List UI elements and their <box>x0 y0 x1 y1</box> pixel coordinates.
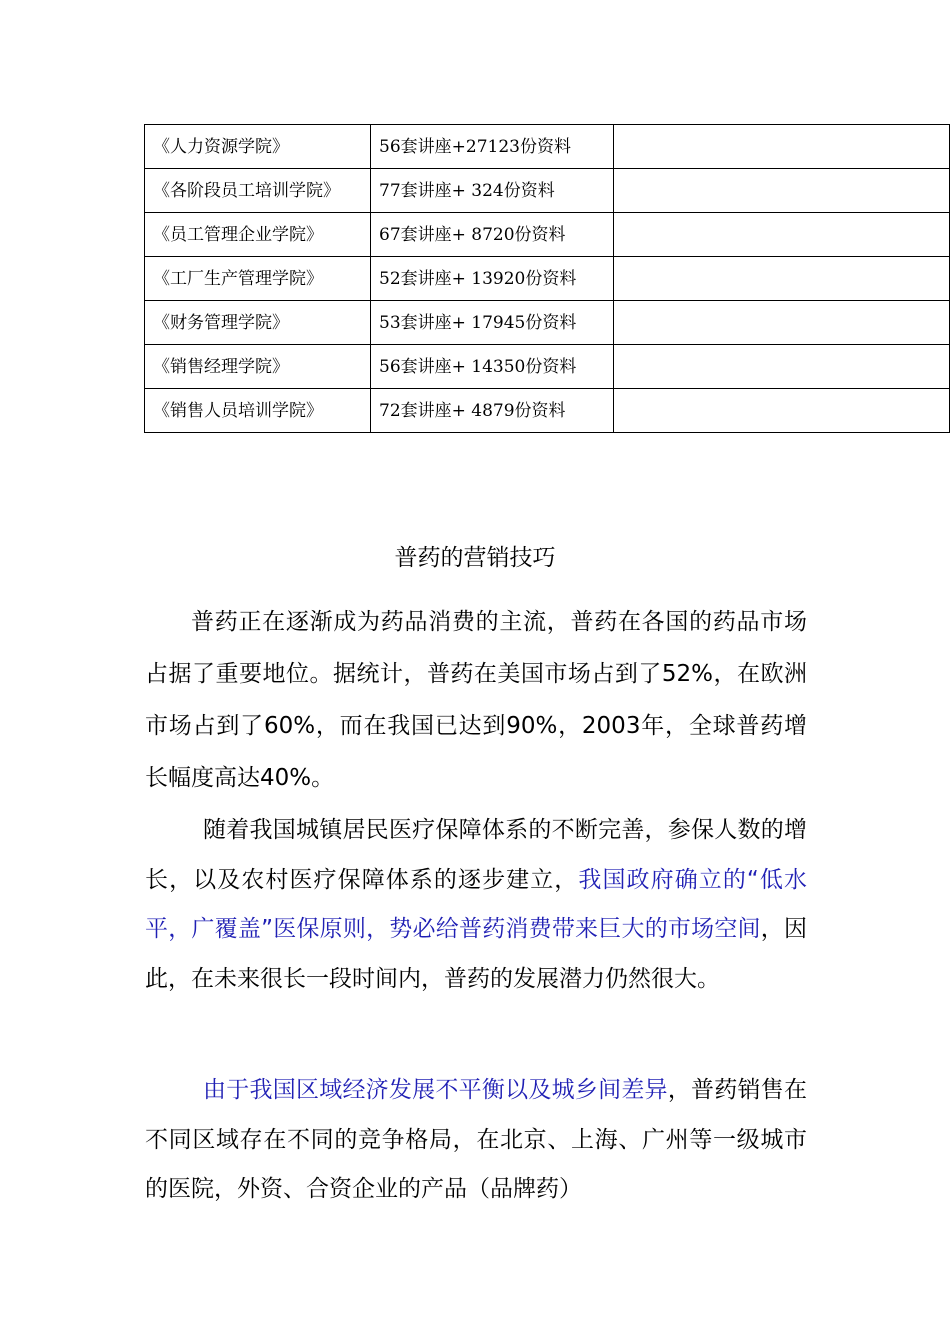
table-cell-content: 67套讲座+ 8720份资料 <box>371 213 614 257</box>
table-cell-extra <box>614 169 950 213</box>
resource-table <box>144 124 950 433</box>
table-cell-extra <box>614 301 950 345</box>
table-cell-content: 52套讲座+ 13920份资料 <box>371 257 614 301</box>
paragraph-2-hyperlink[interactable]: 我国政府确立的“低水平，广覆盖”医保原则，势必给普药消费带来巨大的市场空间 <box>145 866 807 942</box>
table-cell-name: 《财务管理学院》 <box>145 301 371 345</box>
table-cell-extra <box>614 389 950 433</box>
table-row <box>145 345 950 389</box>
table-cell-name: 《销售经理学院》 <box>145 345 371 389</box>
table-cell-content: 72套讲座+ 4879份资料 <box>371 389 614 433</box>
table-cell-extra <box>614 125 950 169</box>
table-row <box>145 213 950 257</box>
paragraph-2-text-end: ，因此，在未来很长一段时间内，普药的发展潜力仍然很大。 <box>145 916 807 992</box>
table-cell-content: 56套讲座+ 14350份资料 <box>371 345 614 389</box>
table-cell-name: 《销售人员培训学院》 <box>145 389 371 433</box>
paragraph-3-text: ，普药销售在不同区域存在不同的竞争格局，在北京、上海、广州等一级城市的医院，外资、合资企业的产品（品牌药） <box>145 1077 808 1202</box>
table-cell-name: 《工厂生产管理学院》 <box>145 257 371 301</box>
paragraph-3-hyperlink[interactable]: 由于我国区域经济发展不平衡以及城乡间差异 <box>203 1077 668 1103</box>
table-cell-name: 《各阶段员工培训学院》 <box>145 169 371 213</box>
paragraph-1: 普药正在逐渐成为药品消费的主流，普药在各国的药品市场占据了重要地位。据统计，普药在美国市场占到了52%，在欧洲市场占到了60%，而在我国已达到90%，2003年，全球普药增长幅度高达40%。 <box>145 609 807 791</box>
table-row <box>145 125 950 169</box>
paragraph-2-text-start: 随着我国城镇居民医疗保障体系的不断完善，参保人数的增长，以及农村医疗保障体系的逐步建立， <box>145 817 807 893</box>
table-cell-extra <box>614 213 950 257</box>
article-title: 普药的营销技巧 <box>394 545 556 571</box>
table-row <box>145 389 950 433</box>
table-row <box>145 301 950 345</box>
table-row <box>145 257 950 301</box>
table-cell-name: 《员工管理企业学院》 <box>145 213 371 257</box>
table-cell-name: 《人力资源学院》 <box>145 125 371 169</box>
table-row <box>145 169 950 213</box>
table-cell-extra <box>614 345 950 389</box>
table-cell-extra <box>614 257 950 301</box>
table-cell-content: 77套讲座+ 324份资料 <box>371 169 614 213</box>
paragraph-2 <box>145 806 807 1004</box>
paragraph-3 <box>145 1066 807 1215</box>
table-cell-content: 53套讲座+ 17945份资料 <box>371 301 614 345</box>
table-cell-content: 56套讲座+27123份资料 <box>371 125 614 169</box>
